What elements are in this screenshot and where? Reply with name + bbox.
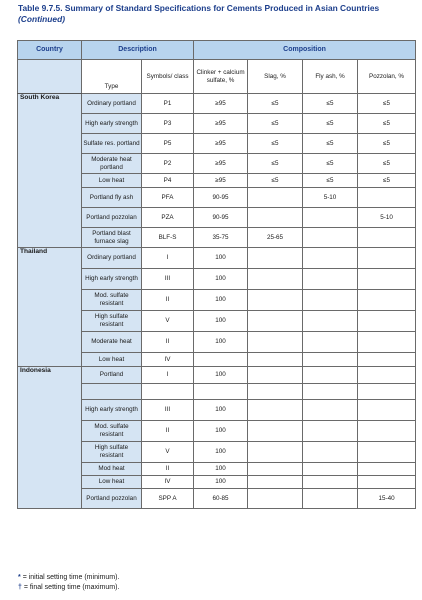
clinker-cell: ≥95 [194,174,248,188]
pozzolan-cell: ≤5 [358,174,416,188]
clinker-cell: ≥95 [194,114,248,134]
slag-cell: ≤5 [248,174,303,188]
clinker-cell [194,353,248,367]
type-cell: Mod heat [82,463,142,476]
slag-cell [248,463,303,476]
flyash-cell: ≤5 [303,154,358,174]
slag-cell [248,311,303,332]
clinker-cell [194,384,248,400]
pozzolan-cell [358,476,416,489]
type-cell: Portland pozzolan [82,489,142,509]
clinker-cell: ≥95 [194,134,248,154]
pozzolan-cell [358,421,416,442]
slag-cell [248,367,303,384]
cement-spec-table [17,40,416,509]
footnote-final: † = final setting time (maximum). [18,584,120,591]
symbol-cell: I [142,367,194,384]
type-cell: Ordinary portland [82,94,142,114]
pozzolan-cell: ≤5 [358,114,416,134]
slag-cell [248,208,303,228]
type-cell: Moderate heat portland [82,154,142,174]
slag-cell [248,188,303,208]
flyash-cell [303,442,358,463]
header-type: Type [82,60,142,94]
symbol-cell: P2 [142,154,194,174]
pozzolan-cell [358,290,416,311]
clinker-cell: 90-95 [194,208,248,228]
header-row-sub [18,60,416,94]
pozzolan-cell: 5-10 [358,208,416,228]
slag-cell [248,248,303,269]
pozzolan-cell [358,188,416,208]
slag-cell [248,384,303,400]
slag-cell [248,489,303,509]
type-cell: High early strength [82,114,142,134]
header-slag: Slag, % [248,60,303,94]
table-caption [18,3,418,24]
flyash-cell [303,384,358,400]
header-symbols: Symbols/ class [142,60,194,94]
clinker-cell: 100 [194,421,248,442]
pozzolan-cell [358,463,416,476]
symbol-cell [142,384,194,400]
clinker-cell: 100 [194,442,248,463]
header-flyash: Fly ash, % [303,60,358,94]
table-body [18,94,416,509]
type-cell: High sulfate resistant [82,442,142,463]
pozzolan-cell [358,384,416,400]
slag-cell [248,290,303,311]
symbol-cell: PFA [142,188,194,208]
type-cell: Sulfate res. portland [82,134,142,154]
flyash-cell [303,248,358,269]
pozzolan-cell [358,248,416,269]
clinker-cell: 100 [194,290,248,311]
slag-cell [248,421,303,442]
slag-cell [248,476,303,489]
symbol-cell: II [142,421,194,442]
header-row-main [18,41,416,60]
header-country-blank [18,60,82,94]
flyash-cell: ≤5 [303,174,358,188]
table-row [18,248,416,269]
pozzolan-cell [358,228,416,248]
footnotes [18,573,119,593]
symbol-cell: PZA [142,208,194,228]
slag-cell: ≤5 [248,114,303,134]
pozzolan-cell [358,311,416,332]
flyash-cell [303,421,358,442]
header-description: Description [82,41,194,60]
pozzolan-cell: ≤5 [358,154,416,174]
clinker-cell: 100 [194,269,248,290]
header-country: Country [18,41,82,60]
slag-cell [248,332,303,353]
type-cell: High sulfate resistant [82,311,142,332]
type-cell: Moderate heat [82,332,142,353]
clinker-cell: 90-95 [194,188,248,208]
table-continued-label: (Continued) [18,13,65,24]
pozzolan-cell [358,332,416,353]
slag-cell [248,442,303,463]
slag-cell: 25-65 [248,228,303,248]
flyash-cell [303,208,358,228]
slag-cell [248,400,303,421]
flyash-cell [303,476,358,489]
flyash-cell: ≤5 [303,94,358,114]
clinker-cell: 100 [194,476,248,489]
flyash-cell: ≤5 [303,114,358,134]
country-cell: Thailand [18,248,82,367]
slag-cell: ≤5 [248,94,303,114]
table-row [18,367,416,384]
slag-cell: ≤5 [248,154,303,174]
pozzolan-cell [358,353,416,367]
flyash-cell [303,311,358,332]
symbol-cell: I [142,248,194,269]
type-cell: Low heat [82,476,142,489]
symbol-cell: IV [142,353,194,367]
flyash-cell [303,353,358,367]
flyash-cell [303,228,358,248]
type-cell: Mod. sulfate resistant [82,290,142,311]
country-cell: South Korea [18,94,82,248]
type-cell: Portland fly ash [82,188,142,208]
symbol-cell: P4 [142,174,194,188]
clinker-cell: 100 [194,332,248,353]
type-cell: High early strength [82,400,142,421]
clinker-cell: 60-85 [194,489,248,509]
symbol-cell: II [142,332,194,353]
flyash-cell: 5-10 [303,188,358,208]
clinker-cell: 100 [194,400,248,421]
symbol-cell: III [142,400,194,421]
header-pozzolan: Pozzolan, % [358,60,416,94]
flyash-cell [303,367,358,384]
symbol-cell: IV [142,476,194,489]
type-cell: High early strength [82,269,142,290]
symbol-cell: II [142,290,194,311]
type-cell: Portland [82,367,142,384]
symbol-cell: SPP A [142,489,194,509]
symbol-cell: V [142,442,194,463]
type-cell: Portland blast furnace slag [82,228,142,248]
symbol-cell: II [142,463,194,476]
flyash-cell [303,463,358,476]
type-cell: Ordinary portland [82,248,142,269]
clinker-cell: 100 [194,248,248,269]
pozzolan-cell [358,367,416,384]
pozzolan-cell [358,400,416,421]
clinker-cell: 100 [194,311,248,332]
symbol-cell: V [142,311,194,332]
clinker-cell: 35-75 [194,228,248,248]
flyash-cell [303,290,358,311]
country-cell: Indonesia [18,367,82,509]
pozzolan-cell: ≤5 [358,94,416,114]
flyash-cell [303,400,358,421]
pozzolan-cell [358,269,416,290]
type-cell: Mod. sulfate resistant [82,421,142,442]
flyash-cell [303,489,358,509]
type-cell: Low heat [82,174,142,188]
symbol-cell: P3 [142,114,194,134]
clinker-cell: ≥95 [194,94,248,114]
type-cell [82,384,142,400]
symbol-cell: III [142,269,194,290]
flyash-cell [303,332,358,353]
symbol-cell: P5 [142,134,194,154]
slag-cell [248,353,303,367]
clinker-cell: ≥95 [194,154,248,174]
pozzolan-cell [358,442,416,463]
table-title: Table 9.7.5. Summary of Standard Specifications for Cements Produced in Asian Countries [18,3,380,13]
footnote-initial: * = initial setting time (minimum). [18,574,120,581]
symbol-cell: P1 [142,94,194,114]
table-row [18,94,416,114]
type-cell: Low heat [82,353,142,367]
symbol-cell: BLF-S [142,228,194,248]
slag-cell [248,269,303,290]
flyash-cell [303,269,358,290]
pozzolan-cell: 15-40 [358,489,416,509]
header-clinker: Clinker + calcium sulfate, % [194,60,248,94]
type-cell: Portland pozzolan [82,208,142,228]
clinker-cell: 100 [194,463,248,476]
pozzolan-cell: ≤5 [358,134,416,154]
clinker-cell: 100 [194,367,248,384]
flyash-cell: ≤5 [303,134,358,154]
header-composition: Composition [194,41,416,60]
slag-cell: ≤5 [248,134,303,154]
